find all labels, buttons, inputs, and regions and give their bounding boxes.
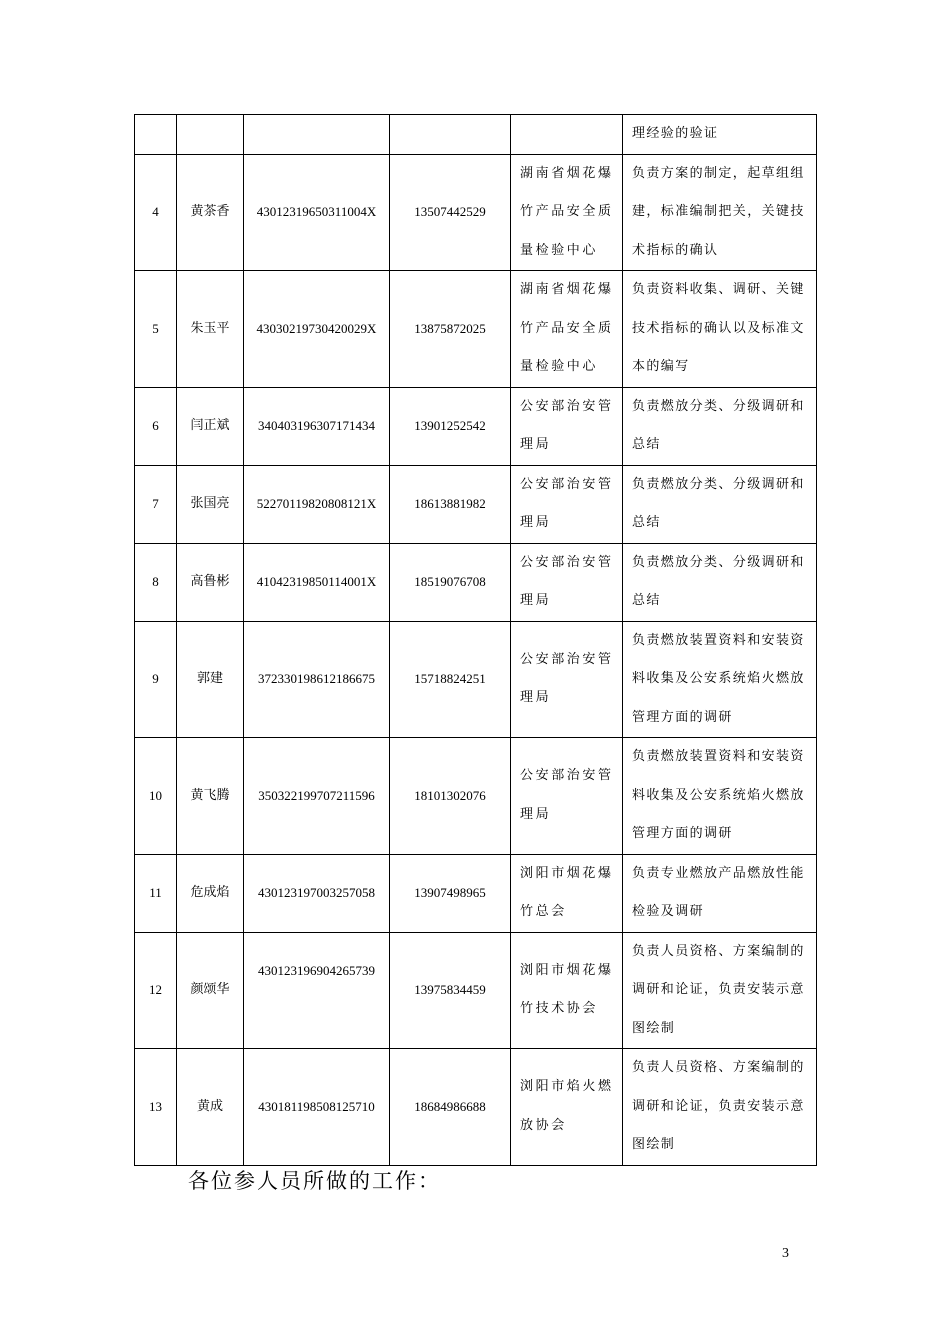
table-cell-id: 372330198612186675: [244, 621, 390, 738]
table-cell-duty: 理经验的验证: [623, 115, 817, 155]
table-cell-id: 350322199707211596: [244, 738, 390, 855]
table-cell-id: 43030219730420029X: [244, 271, 390, 388]
table-row: [135, 387, 817, 465]
table-cell-phone: 13875872025: [390, 271, 511, 388]
table-cell-duty: 负责人员资格、方案编制的调研和论证，负责安装示意图绘制: [623, 932, 817, 1049]
table-row: [135, 621, 817, 738]
table-cell-no: 9: [135, 621, 177, 738]
table-cell-name: 颜颂华: [177, 932, 244, 1049]
table-cell-name: 高鲁彬: [177, 543, 244, 621]
table-cell-name: [177, 115, 244, 155]
table-cell-org: 湖南省烟花爆竹产品安全质量检验中心: [511, 271, 623, 388]
table-cell-no: 12: [135, 932, 177, 1049]
table-row: [135, 1049, 817, 1166]
table-row: [135, 543, 817, 621]
table-cell-name: 朱玉平: [177, 271, 244, 388]
table-cell-no: 7: [135, 465, 177, 543]
table-cell-org: 公安部治安管理局: [511, 621, 623, 738]
table-cell-no: 11: [135, 854, 177, 932]
table-cell-name: 黄茶香: [177, 154, 244, 271]
table-cell-duty: 负责方案的制定，起草组组建，标准编制把关，关键技术指标的确认: [623, 154, 817, 271]
table-cell-org: 湖南省烟花爆竹产品安全质量检验中心: [511, 154, 623, 271]
table-cell-org: 公安部治安管理局: [511, 738, 623, 855]
table-row: [135, 738, 817, 855]
table-cell-duty: 负责燃放分类、分级调研和总结: [623, 387, 817, 465]
table-cell-id: [244, 115, 390, 155]
table-cell-org: 浏阳市烟花爆竹总会: [511, 854, 623, 932]
table-cell-phone: 13901252542: [390, 387, 511, 465]
table-cell-duty: 负责燃放装置资料和安装资料收集及公安系统焰火燃放管理方面的调研: [623, 621, 817, 738]
table-cell-org: 公安部治安管理局: [511, 387, 623, 465]
table-cell-name: 郭建: [177, 621, 244, 738]
table-cell-no: [135, 115, 177, 155]
table-cell-name: 闫正斌: [177, 387, 244, 465]
table-row: [135, 854, 817, 932]
table-cell-id: 52270119820808121X: [244, 465, 390, 543]
table-cell-phone: [390, 115, 511, 155]
table-cell-phone: 18101302076: [390, 738, 511, 855]
table-cell-org: 公安部治安管理局: [511, 465, 623, 543]
work-heading: 各位参人员所做的工作：: [188, 1169, 441, 1193]
table-cell-id: 430181198508125710: [244, 1049, 390, 1166]
table-cell-duty: 负责资料收集、调研、关键技术指标的确认以及标准文本的编写: [623, 271, 817, 388]
table-cell-phone: 18519076708: [390, 543, 511, 621]
table-cell-no: 8: [135, 543, 177, 621]
table-cell-phone: 13975834459: [390, 932, 511, 1049]
table-cell-no: 6: [135, 387, 177, 465]
table-cell-phone: 13907498965: [390, 854, 511, 932]
table-cell-phone: 15718824251: [390, 621, 511, 738]
table-cell-id: 340403196307171434: [244, 387, 390, 465]
table-cell-name: 危成焰: [177, 854, 244, 932]
table-row: [135, 465, 817, 543]
table-cell-no: 5: [135, 271, 177, 388]
page-number: 3: [782, 1246, 789, 1261]
table-row: [135, 271, 817, 388]
table-cell-duty: 负责人员资格、方案编制的调研和论证，负责安装示意图绘制: [623, 1049, 817, 1166]
personnel-table: [134, 114, 817, 1166]
table-cell-id: 430123197003257058: [244, 854, 390, 932]
table-cell-id: 41042319850114001X: [244, 543, 390, 621]
table-cell-id: 43012319650311004X: [244, 154, 390, 271]
table-cell-no: 13: [135, 1049, 177, 1166]
table-cell-name: 黄成: [177, 1049, 244, 1166]
table-cell-name: 张国亮: [177, 465, 244, 543]
table-cell-duty: 负责燃放分类、分级调研和总结: [623, 465, 817, 543]
table-cell-org: 浏阳市烟花爆竹技术协会: [511, 932, 623, 1049]
table-cell-phone: 18613881982: [390, 465, 511, 543]
table-cell-org: 公安部治安管理局: [511, 543, 623, 621]
table-cell-duty: 负责燃放装置资料和安装资料收集及公安系统焰火燃放管理方面的调研: [623, 738, 817, 855]
table-row: [135, 154, 817, 271]
table-row: [135, 932, 817, 1049]
table-cell-org: [511, 115, 623, 155]
table-cell-no: 10: [135, 738, 177, 855]
table-row-continuation: [135, 115, 817, 155]
table-cell-org: 浏阳市焰火燃放协会: [511, 1049, 623, 1166]
table-cell-phone: 13507442529: [390, 154, 511, 271]
table-cell-no: 4: [135, 154, 177, 271]
table-cell-phone: 18684986688: [390, 1049, 511, 1166]
table-cell-duty: 负责燃放分类、分级调研和总结: [623, 543, 817, 621]
table-cell-duty: 负责专业燃放产品燃放性能检验及调研: [623, 854, 817, 932]
table-cell-name: 黄飞腾: [177, 738, 244, 855]
personnel-table-body: [135, 115, 817, 1166]
table-cell-id: 430123196904265739: [244, 932, 390, 1049]
